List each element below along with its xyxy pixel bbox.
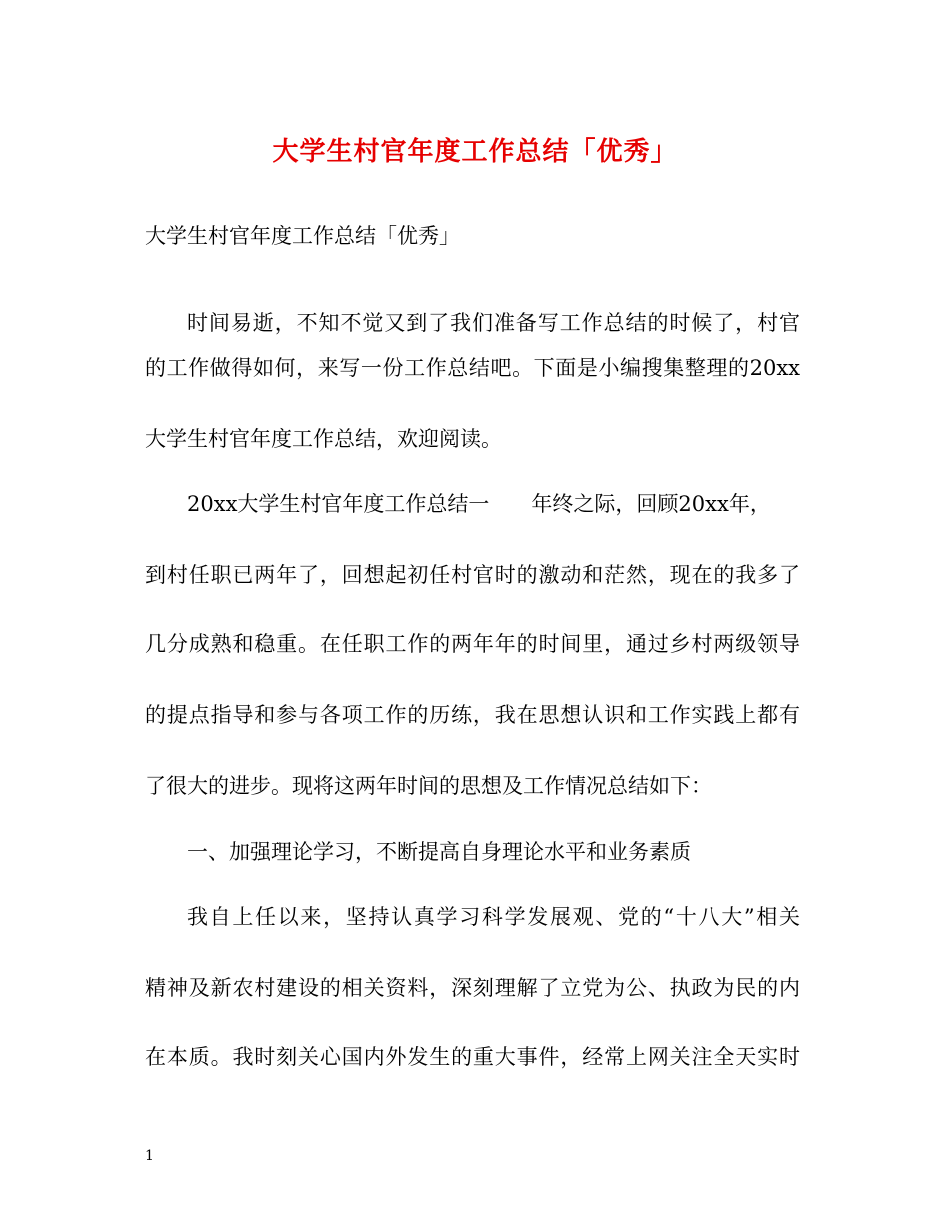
page-number: 1: [145, 1148, 154, 1164]
paragraph-line: 时间易逝，不知不觉又到了我们准备写工作总结的时候了，村官: [187, 311, 800, 335]
document-title: 大学生村官年度工作总结「优秀」: [272, 137, 678, 167]
paragraph-line: 了很大的进步。现将这两年时间的思想及工作情况总结如下：: [145, 774, 712, 798]
section-heading-line: [187, 489, 771, 519]
paragraph-line: 的提点指导和参与各项工作的历练，我在思想认识和工作实践上都有: [145, 703, 800, 727]
paragraph-line: 几分成熟和稳重。在任职工作的两年年的时间里，通过乡村两级领导: [145, 632, 800, 656]
paragraph-line: 大学生村官年度工作总结，欢迎阅读。: [145, 427, 502, 451]
part-heading: 一、加强理论学习，不断提高自身理论水平和业务素质: [187, 840, 691, 864]
paragraph-line: 在本质。我时刻关心国内外发生的重大事件，经常上网关注全天实时: [145, 1045, 800, 1069]
paragraph-line: 到村任职已两年了，回想起初任村官时的激动和茫然，现在的我多了: [145, 563, 800, 587]
document-subtitle: 大学生村官年度工作总结「优秀」: [145, 224, 460, 248]
paragraph-line: 精神及新农村建设的相关资料，深刻理解了立党为公、执政为民的内: [145, 976, 800, 1000]
paragraph-line: 我自上任以来，坚持认真学习科学发展观、党的“十八大”相关: [187, 905, 800, 929]
section-heading: 20xx大学生村官年度工作总结一: [187, 492, 490, 516]
paragraph-text: 年终之际，回顾20xx年，: [531, 492, 771, 516]
paragraph-line: 的工作做得如何，来写一份工作总结吧。下面是小编搜集整理的20xx: [145, 356, 800, 380]
